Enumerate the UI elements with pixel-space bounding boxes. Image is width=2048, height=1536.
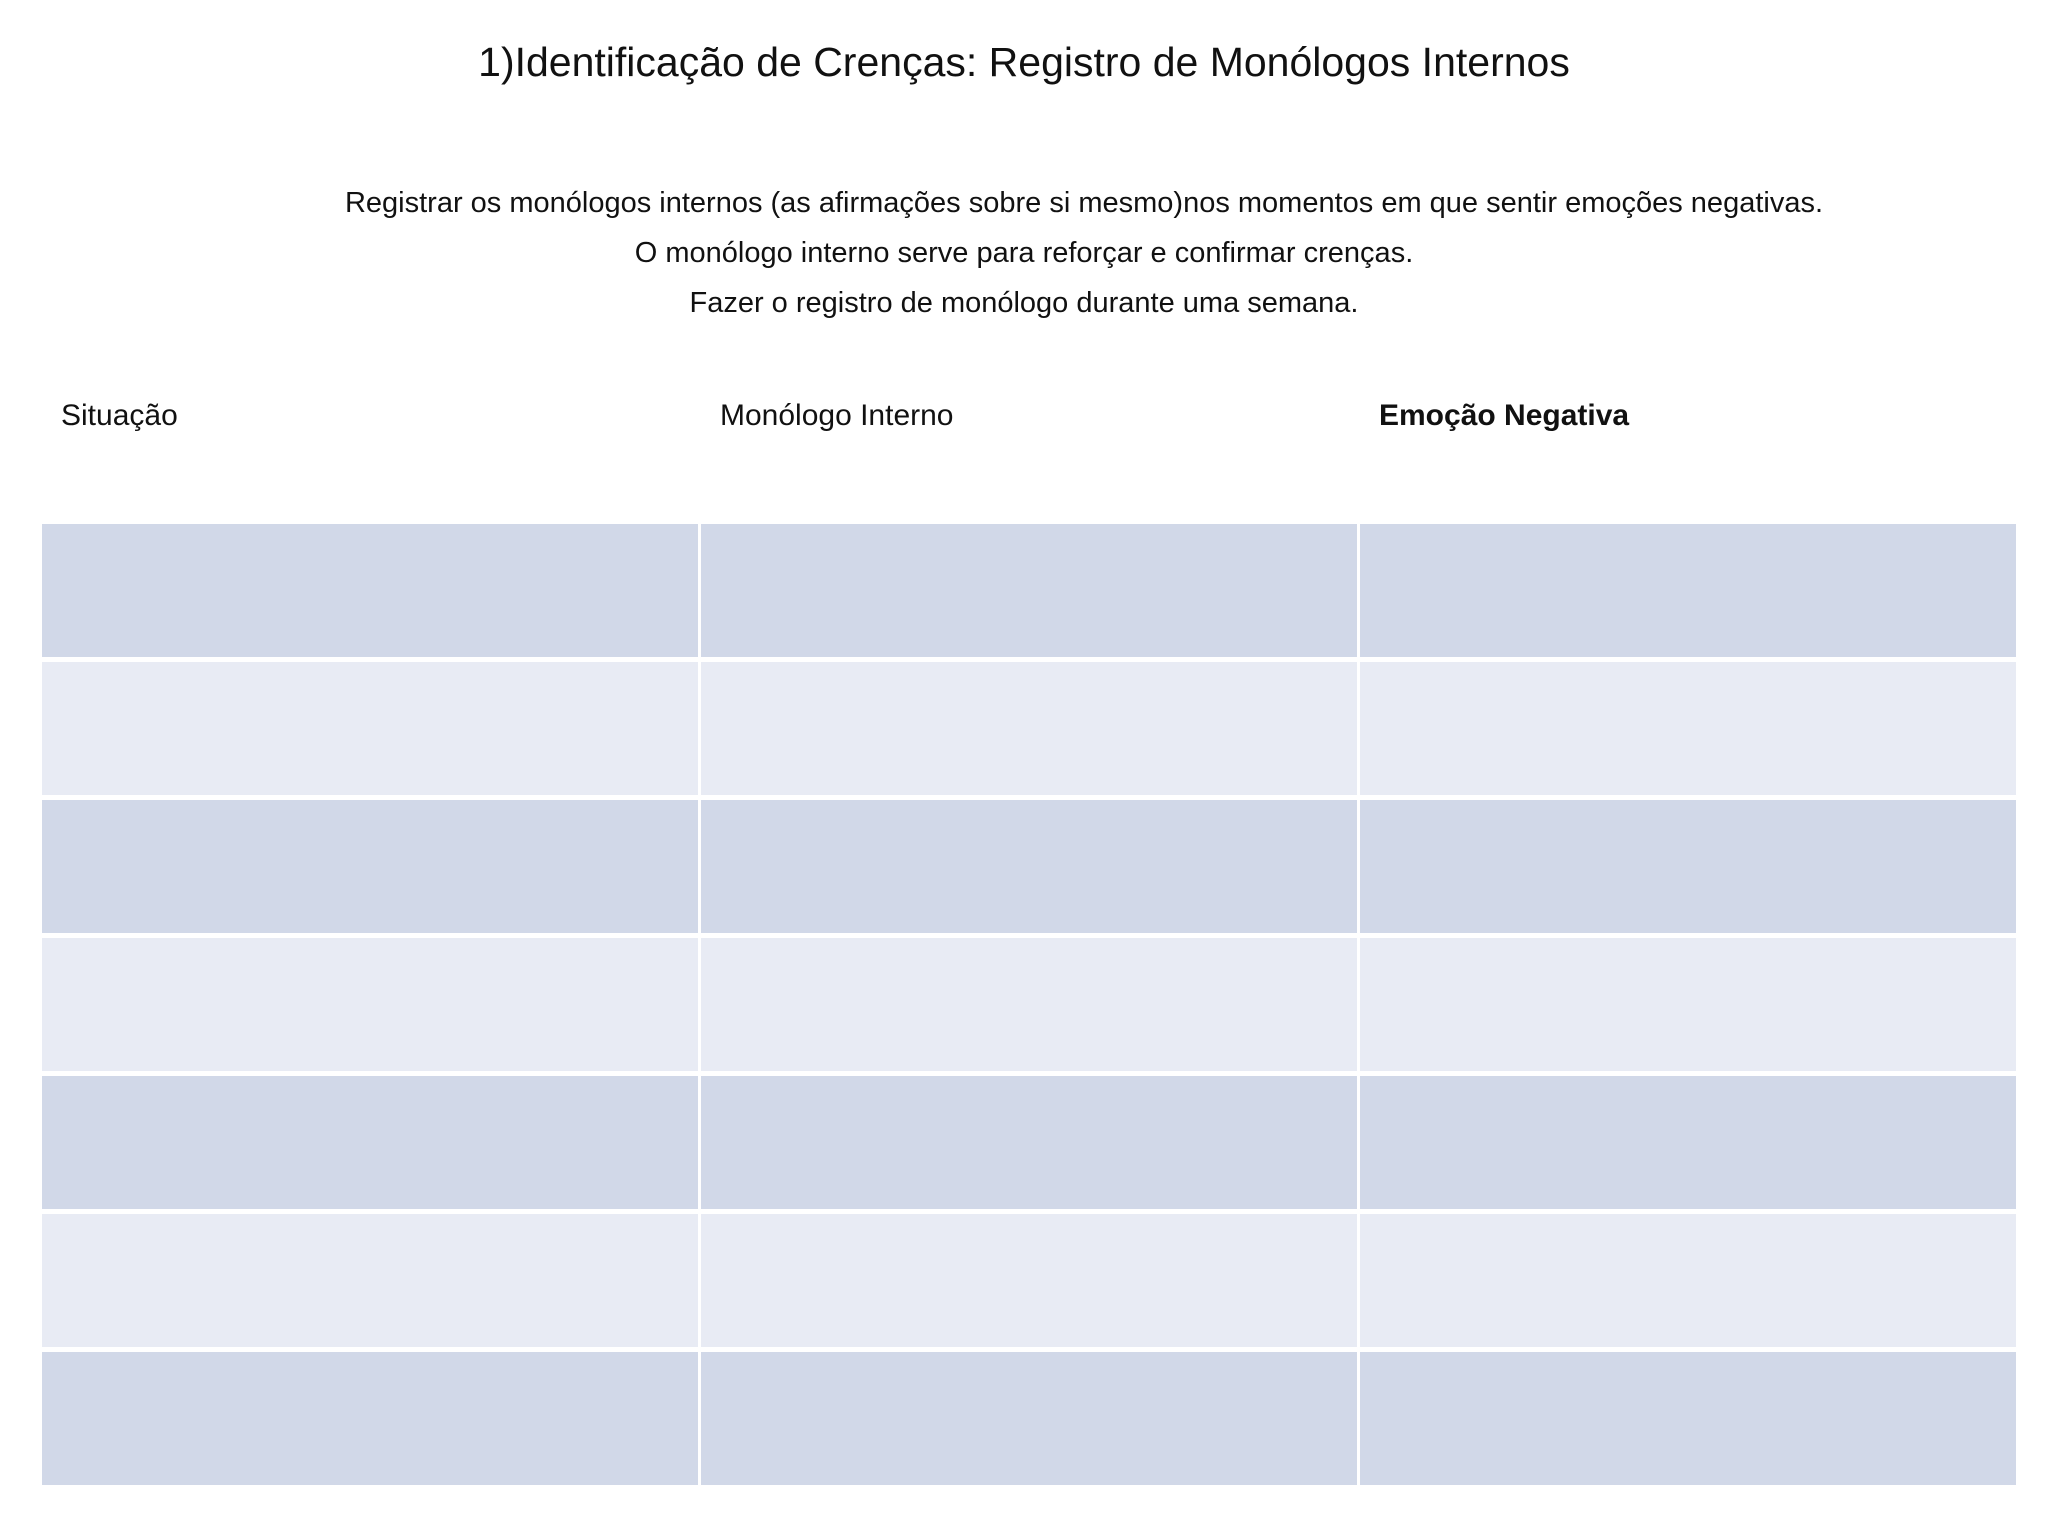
column-header-situacao: Situação — [61, 399, 178, 432]
table-cell[interactable] — [1360, 662, 2016, 795]
instruction-line: O monólogo interno serve para reforçar e confirmar crenças. — [634, 237, 1414, 269]
table-cell[interactable] — [42, 938, 698, 1071]
instruction-line: Fazer o registro de monólogo durante uma semana. — [689, 287, 1359, 319]
table-cell[interactable] — [701, 1352, 1357, 1485]
table-cell[interactable] — [1360, 1076, 2016, 1209]
table-cell[interactable] — [1360, 1352, 2016, 1485]
record-table — [42, 524, 2016, 1488]
column-header-monologo-interno: Monólogo Interno — [720, 399, 954, 432]
instruction-line: Registrar os monólogos internos (as afirmações sobre si mesmo)nos momentos em que sentir emoções negativas. — [344, 187, 1824, 219]
table-cell[interactable] — [701, 1214, 1357, 1347]
table-cell[interactable] — [701, 938, 1357, 1071]
instructions — [0, 178, 2048, 328]
table-cell[interactable] — [42, 1214, 698, 1347]
column-header-emocao-negativa: Emoção Negativa — [1379, 399, 1630, 432]
table-cell[interactable] — [42, 1352, 698, 1485]
table-cell[interactable] — [42, 800, 698, 933]
table-cell[interactable] — [1360, 938, 2016, 1071]
table-cell[interactable] — [701, 524, 1357, 657]
table-cell[interactable] — [42, 662, 698, 795]
table-cell[interactable] — [1360, 800, 2016, 933]
table-cell[interactable] — [1360, 524, 2016, 657]
table-cell[interactable] — [701, 662, 1357, 795]
table-cell[interactable] — [42, 1076, 698, 1209]
table-cell[interactable] — [42, 524, 698, 657]
table-cell[interactable] — [701, 800, 1357, 933]
page-title: 1)Identificação de Crenças: Registro de Monólogos Internos — [478, 39, 1570, 85]
table-cell[interactable] — [1360, 1214, 2016, 1347]
table-cell[interactable] — [701, 1076, 1357, 1209]
table-header — [0, 392, 2048, 440]
